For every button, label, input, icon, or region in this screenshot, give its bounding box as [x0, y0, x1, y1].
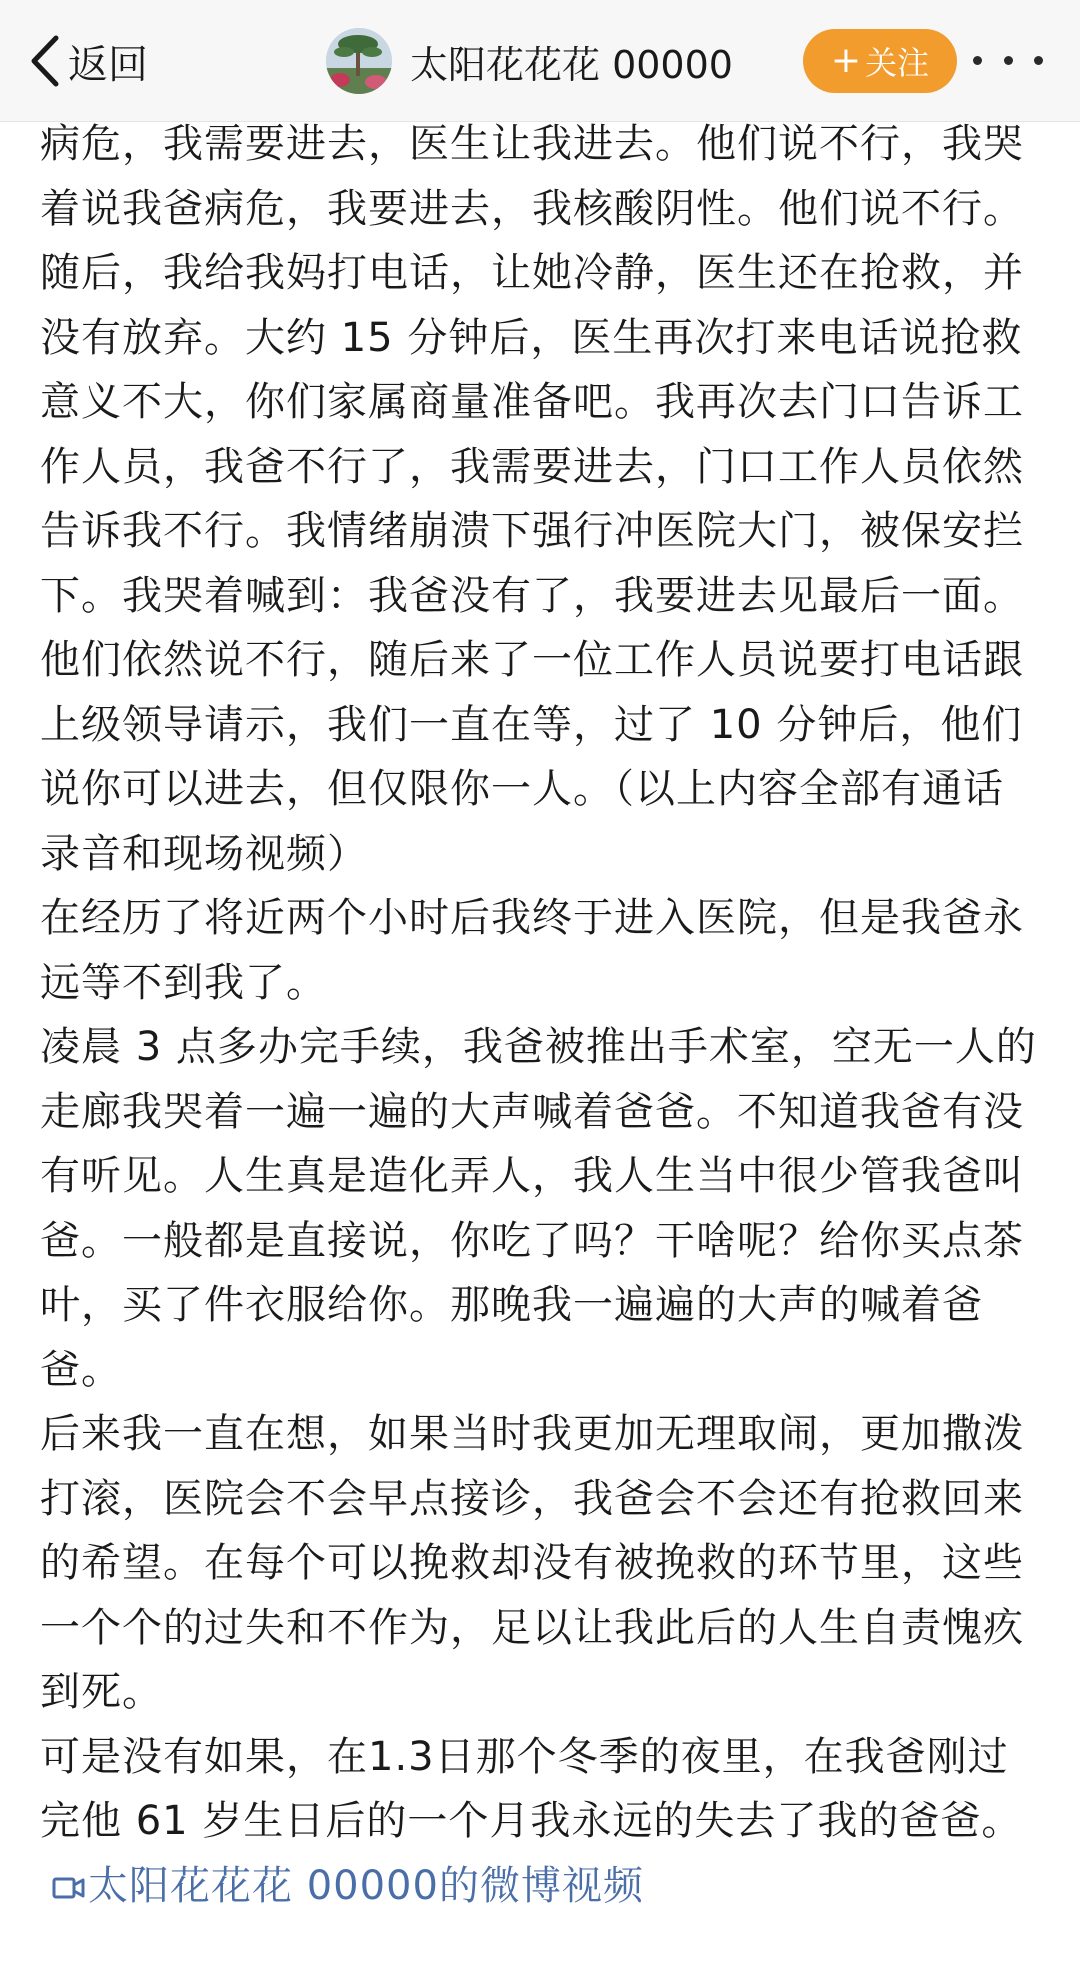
follow-label: 关注 — [865, 44, 930, 82]
video-link[interactable] — [40, 1863, 644, 1909]
post-body — [40, 112, 1044, 1918]
dot — [973, 56, 982, 65]
top-navigation-bar — [0, 0, 1080, 122]
post-paragraph-3: 凌晨 3 点多办完手续，我爸被推出手术室，空无一人的走廊我哭着一遍一遍的大声喊着爸爸。不知道我爸有没有听见。人生真是造化弄人，我人生当中很少管我爸叫爸。一般都是直接说，你吃了吗？干啥呢？给你买点茶叶，买了件衣服给你。那晚我一遍遍的大声的喊着爸爸。 — [40, 1024, 1037, 1393]
plus-icon: + — [830, 40, 862, 81]
follow-button[interactable] — [803, 29, 957, 93]
post-paragraph-5 — [40, 1725, 1044, 1919]
post-paragraph-2: 在经历了将近两个小时后我终于进入医院，但是我爸永远等不到我了。 — [40, 895, 1024, 1006]
back-button[interactable] — [28, 28, 148, 94]
chevron-left-icon — [28, 34, 62, 88]
avatar[interactable] — [326, 28, 392, 94]
author-name: 太阳花花花 00000 — [410, 42, 733, 87]
post-paragraph-5-text: 可是没有如果，在1.3日那个冬季的夜里，在我爸刚过完他 61 岁生日后的一个月我永远的失去了我的爸爸。 — [40, 1733, 1023, 1844]
back-label: 返回 — [68, 41, 148, 88]
author-info[interactable] — [326, 26, 733, 96]
dot — [1034, 56, 1043, 65]
post-paragraph-1: 病危，我需要进去，医生让我进去。他们说不行，我哭着说我爸病危，我要进去，我核酸阴性。他们说不行。随后，我给我妈打电话，让她冷静，医生还在抢救，并没有放弃。大约 15 分钟后，医生再次打来电话说抢救意义不大，你们家属商量准备吧。我再次去门口告诉工作人员，我爸不行了，我需要进去，门口工作人员依然告诉我不行。我情绪崩溃下强行冲医院大门，被保安拦下。我哭着喊到：我爸没有了，我要进去见最后一面。他们依然说不行，随后来了一位工作人员说要打电话跟上级领导请示，我们一直在等，过了 10 分钟后，他们说你可以进去，但仅限你一人。（以上内容全部有通话录音和现场视频） — [40, 121, 1024, 877]
dot — [1004, 56, 1013, 65]
post-paragraph-4: 后来我一直在想，如果当时我更加无理取闹，更加撒泼打滚，医院会不会早点接诊，我爸会不会还有抢救回来的希望。在每个可以挽救却没有被挽救的环节里，这些一个个的过失和不作为，足以让我此后的人生自责愧疚到死。 — [40, 1411, 1024, 1715]
more-dots-icon[interactable] — [973, 40, 1043, 80]
video-link-label: 太阳花花花 00000的微博视频 — [88, 1862, 644, 1909]
video-icon — [52, 1873, 86, 1903]
